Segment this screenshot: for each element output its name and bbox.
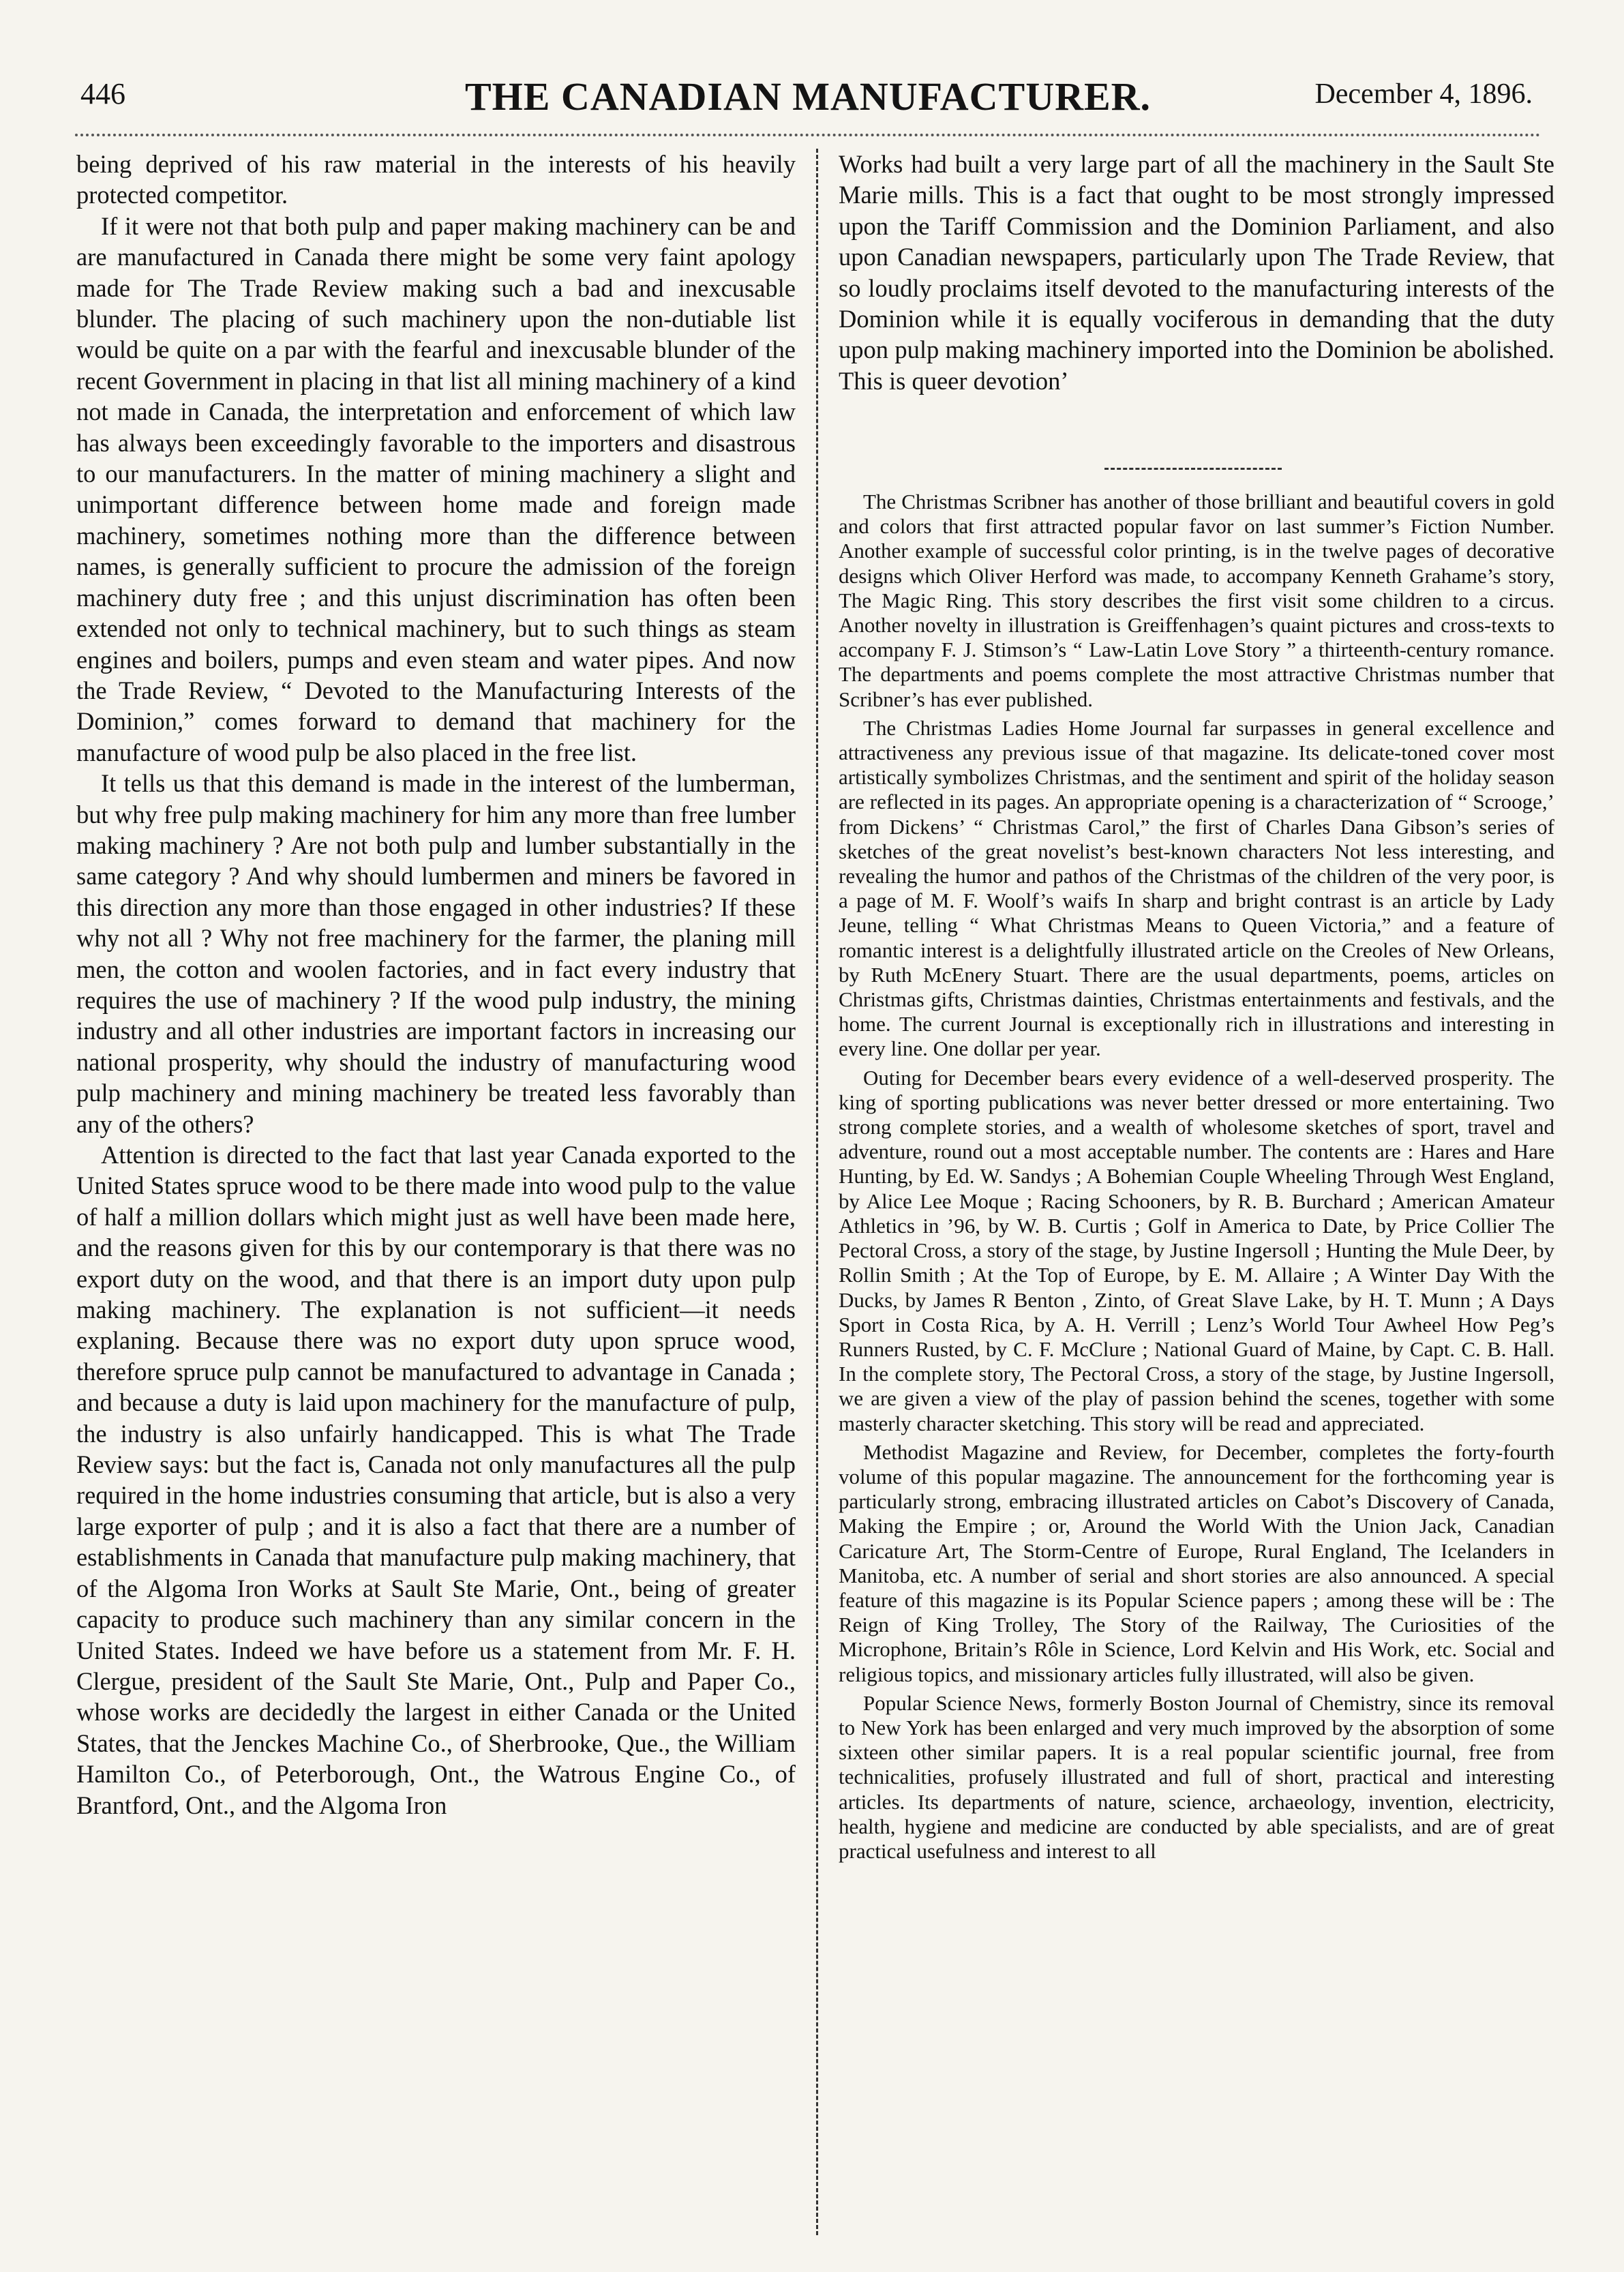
paragraph: It tells us that this demand is made in the interest of the lumberman, but why free pulp making machinery for him any more than free lumber making machinery ? Are not both pulp and lumber substantially in the same category ? And why should lumbermen and miners be favored in this direction any more than those engaged in other industries? If these why not all ? Why not free machinery for the farmer, the planing mill men, the cotton and woolen factories, and in fact every industry that requires the use of machinery ? If the wood pulp industry, the mining industry and all other industries are important factors in increasing our national prosperity, why should the industry of manufacturing wood pulp machinery and mining machinery be treated less favorably than any of the others?: [76, 769, 796, 1138]
review-ladies-home-journal: The Christmas Ladies Home Journal far surpasses in general excellence and attractiveness any previous issue of that magazine. Its delicate-toned cover most artistically symbolizes Christmas, and the sentiment and spirit of the holiday season are reflected in its pages. An appropriate opening is a characterization of “ Scrooge,’ from Dickens’ “ Christmas Carol,” the first of Charles Dana Gibson’s series of sketches of the great novelist’s best-known characters Not less interesting, and revealing the humor and pathos of the Christmas of the children of the very poor, is a page of M. F. Woolf’s waifs In sharp and bright contrast is an article by Lady Jeune, telling “ What Christmas Means to Queen Victoria,” and a feature of romantic interest is a delightfully illustrated article on the Creoles of New Orleans, by Ruth McEnery Stuart. There are the usual departments, poems, articles on Christmas gifts, Christmas dainties, Christmas entertainments and festivals, and the home. The current Journal is exceptionally rich in illustrations and interesting in every line. One dollar per year.: [839, 715, 1554, 1061]
header-rule: [75, 134, 1541, 136]
publication-title: THE CANADIAN MANUFACTURER.: [464, 74, 1152, 119]
paragraph: Attention is directed to the fact that last year Canada exported to the United States spruce wood to be there made into wood pulp to the value of half a million dollars which might just as well have been made here, and the reasons given for this by our contemporary is that there was no export duty on the wood, and that there is an import duty upon pulp making machinery. The explanation is not sufficient—it needs explaning. Because there was no export duty upon spruce wood, therefore spruce pulp cannot be manufactured to advantage in Canada ; and because a duty is laid upon machinery for the manufacture of pulp, the industry is also unfairly handicapped. This is what The Trade Review says: but the fact is, Canada not only manufactures all the pulp required in the home industries consuming that article, but is also a very large exporter of pulp ; and it is also a fact that there are a number of establishments in Canada that manufacture pulp making machinery, that of the Algoma Iron Works at Sault Ste Marie, Ont., being of greater capacity to produce such machinery than any similar concern in the United States. Indeed we have before us a statement from Mr. F. H. Clergue, president of the Sault Ste Marie, Ont., Pulp and Paper Co., whose works are decidedly the largest in either Canada or the United States, that the Jenckes Machine Co., of Sherbrooke, Que., the William Hamilton Co., of Peterborough, Ont., the Watrous Engine Co., of Brantford, Ont., and the Algoma Iron: [76, 1141, 796, 1819]
page-number: 446: [80, 77, 125, 110]
paragraph: being deprived of his raw material in the interests of his heavily protected competitor.: [76, 150, 796, 209]
right-column-reviews: [839, 490, 1554, 2235]
column-divider: [816, 149, 818, 2235]
review-methodist-magazine: Methodist Magazine and Review, for December, completes the forty-fourth volume of this popular magazine. The announcement for the forthcoming year is particularly strong, embracing illustrated articles on Cabot’s Discovery of Canada, Making the Empire ; or, Around the World With the Union Jack, Canadian Caricature Art, The Storm-Centre of Europe, Rural England, The Icelanders in Manitoba, etc. A number of serial and short stories are also announced. A special feature of this magazine is its Popular Science papers ; among these will be : The Reign of King Trolley, The Story of the Railway, The Curiosities of the Microphone, Britain’s Rôle in Science, Lord Kelvin and His Work, etc. Social and religious topics, and missionary articles fully illustrated, will also be given.: [839, 1439, 1554, 1686]
review-popular-science-news: Popular Science News, formerly Boston Journal of Chemistry, since its removal to New York has been enlarged and very much improved by the absorption of some sixteen other similar papers. It is a real popular scientific journal, free from technicalities, profusely illustrated and full of short, practical and interesting articles. Its departments of nature, science, archaeology, invention, electricity, health, hygiene and medicine are conducted by able specialists, and are of great practical usefulness and interest to all: [839, 1690, 1554, 1863]
left-column: [76, 149, 796, 2235]
page-header: [75, 74, 1541, 128]
paragraph: Works had built a very large part of all the machinery in the Sault Ste Marie mills. This is a fact that ought to be most strongly impressed upon the Tariff Commission and the Dominion Parliament, and also upon Canadian newspapers, particularly upon The Trade Review, that so loudly proclaims itself devoted to the manufacturing interests of the Dominion while it is equally vociferous in demanding that the duty upon pulp making machinery imported into the Dominion be abolished. This is queer devotion’: [839, 150, 1554, 395]
paragraph: If it were not that both pulp and paper making machinery can be and are manufactured in Canada there might be some very faint apology made for The Trade Review making such a bad and inexcusable blunder. The placing of such machinery upon the non-dutiable list would be quite on a par with the fearful and inexcusable blunder of the recent Government in placing in that list all mining machinery of a kind not made in Canada, the interpretation and enforcement of which law has always been exceedingly favorable to the importers and disastrous to our manufacturers. In the matter of mining machinery a slight and unimportant difference between home made and foreign made machinery, sometimes nothing more than the difference between names, is generally sufficient to procure the admission of the foreign machinery duty free ; and this unjust discrimination has often been extended not only to technical machinery, but to such things as steam engines and boilers, pumps and even steam and water pipes. And now the Trade Review, “ Devoted to the Manufacturing Interests of the Dominion,” comes forward to demand that machinery for the manufacture of wood pulp be also placed in the free list.: [76, 211, 796, 766]
right-column-editorial: [839, 149, 1554, 449]
review-scribner: The Christmas Scribner has another of those brilliant and beautiful covers in gold and colors that first attracted popular favor on last summer’s Fiction Number. Another example of successful color printing, is in the twelve pages of decorative designs which Oliver Herford was made, to accompany Kenneth Grahame’s story, The Magic Ring. This story describes the first visit some children to a circus. Another novelty in illustration is Greiffenhagen’s quaint pictures and cross-texts to accompany F. J. Stimson’s “ Law-Latin Love Story ” a thirteenth-century romance. The departments and poems complete the most attractive Christmas number that Scribner’s has ever published.: [839, 490, 1554, 711]
section-rule: [1104, 468, 1282, 470]
issue-date: December 4, 1896.: [1314, 78, 1533, 110]
review-outing: Outing for December bears every evidence of a well-deserved prosperity. The king of sporting publications was never better dressed or more entertaining. Two strong complete stories, and a wealth of wholesome sketches of sport, travel and adventure, round out a most acceptable number. The contents are : Hares and Hare Hunting, by Ed. W. Sandys ; A Bohemian Couple Wheeling Through West England, by Alice Lee Moque ; Racing Schooners, by R. B. Burchard ; American Amateur Athletics in ’96, by W. B. Curtis ; Golf in America to Date, by Price Collier The Pectoral Cross, a story of the stage, by Justine Ingersoll ; Hunting the Mule Deer, by Rollin Smith ; At the Top of Europe, by E. M. Allaire ; A Winter Day With the Ducks, by James R Benton , Zinto, of Great Slave Lake, by H. T. Munn ; A Days Sport in Costa Rica, by A. H. Verrill ; Lenz’s World Tour Awheel How Peg’s Runners Rusted, by C. F. McClure ; National Guard of Maine, by Capt. C. B. Hall. In the complete story, The Pectoral Cross, a story of the stage, by Justine Ingersoll, we are given a view of the play of passion behind the scenes, together with some masterly character sketching. This story will be read and appreciated.: [839, 1065, 1554, 1435]
